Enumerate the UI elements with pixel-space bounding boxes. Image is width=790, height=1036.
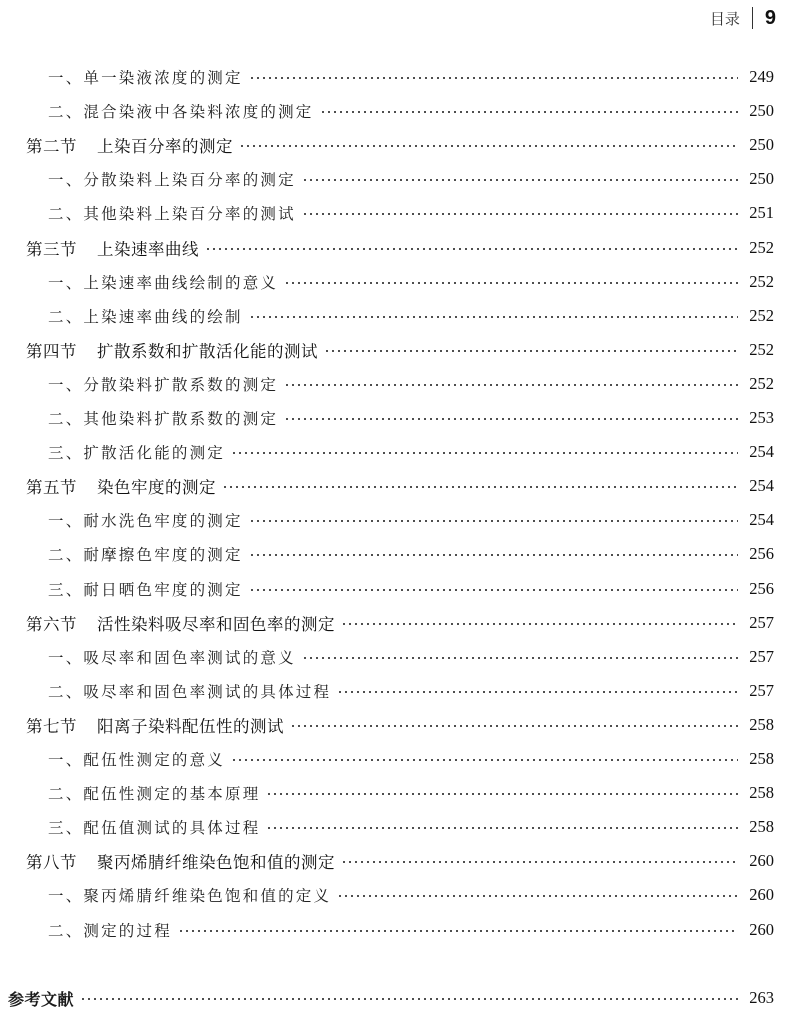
toc-entry-subsection[interactable] xyxy=(48,96,774,126)
toc-page-number: 260 xyxy=(749,919,774,939)
dot-leader xyxy=(266,820,738,834)
dot-leader xyxy=(341,854,738,868)
toc-page-number: 252 xyxy=(749,271,774,291)
toc-entry-label: 二、上染速率曲线的绘制 xyxy=(48,307,243,326)
section-title: 上染速率曲线 xyxy=(97,239,199,259)
dot-leader xyxy=(320,104,738,118)
toc-entry-subsection[interactable] xyxy=(48,539,774,569)
toc-entry-subsection[interactable] xyxy=(48,164,774,194)
toc-page-number: 257 xyxy=(749,612,774,632)
toc-entry-subsection[interactable] xyxy=(48,880,774,910)
toc-page-number: 254 xyxy=(749,442,774,462)
section-number: 第五节 xyxy=(26,478,77,498)
dot-leader xyxy=(337,684,738,698)
toc-entry-label: 二、其他染料扩散系数的测定 xyxy=(48,410,279,428)
toc-page-number: 258 xyxy=(749,749,774,768)
dot-leader xyxy=(290,718,738,732)
toc-page-number: 252 xyxy=(749,339,774,359)
toc-page-number: 260 xyxy=(749,885,774,905)
toc-page-number: 257 xyxy=(749,680,774,700)
dot-leader xyxy=(302,650,738,664)
toc-entry-label: 二、配伍性测定的基本原理 xyxy=(48,785,261,804)
toc-entry-section[interactable] xyxy=(26,846,774,876)
toc-page-number: 260 xyxy=(749,851,774,871)
toc-page-number: 254 xyxy=(749,510,774,530)
toc-entry-label xyxy=(26,849,335,873)
toc-page-number: 253 xyxy=(749,408,774,427)
dot-leader xyxy=(205,241,738,255)
dot-leader xyxy=(249,582,738,596)
dot-leader xyxy=(249,513,738,527)
toc-entry-subsection[interactable] xyxy=(48,574,774,604)
toc-page-number: 258 xyxy=(749,714,774,734)
dot-leader xyxy=(231,752,738,766)
dot-leader xyxy=(284,275,738,289)
section-number: 第八节 xyxy=(26,853,77,873)
toc-entry-section[interactable] xyxy=(26,130,774,160)
toc-entry-label: 一、分散染料上染百分率的测定 xyxy=(48,171,296,190)
toc-entry-subsection[interactable] xyxy=(48,744,774,774)
section-number: 第六节 xyxy=(26,614,77,634)
toc-entry-label: 一、聚丙烯腈纤维染色饱和值的定义 xyxy=(48,887,332,906)
toc-entry-label: 二、耐摩擦色牢度的测定 xyxy=(48,546,243,565)
toc-entry-subsection[interactable] xyxy=(48,369,774,399)
dot-leader xyxy=(239,138,738,152)
toc-page-number: 250 xyxy=(749,101,774,121)
dot-leader xyxy=(337,888,738,902)
toc-entry-section[interactable] xyxy=(26,335,774,365)
toc-entry-subsection[interactable] xyxy=(48,403,774,433)
toc-entry-label: 三、扩散活化能的测定 xyxy=(48,444,226,463)
toc-page-number: 257 xyxy=(749,646,774,666)
toc-entry-subsection[interactable] xyxy=(48,642,774,672)
toc-entry-label: 二、测定的过程 xyxy=(48,921,172,940)
toc-page-number: 250 xyxy=(749,169,774,189)
dot-leader xyxy=(249,547,738,561)
toc-entry-label xyxy=(26,611,335,635)
toc-entry-subsection[interactable] xyxy=(48,505,774,535)
section-title: 活性染料吸尽率和固色率的测定 xyxy=(97,614,335,634)
toc-page-number: 251 xyxy=(749,203,774,223)
section-number: 第三节 xyxy=(26,239,77,259)
toc-page-number: 250 xyxy=(749,135,774,155)
dot-leader xyxy=(284,377,738,391)
dot-leader xyxy=(302,206,738,220)
toc-entry-label: 一、配伍性测定的意义 xyxy=(48,751,226,769)
toc-entry-label: 一、单一染液浓度的测定 xyxy=(48,69,243,87)
toc-entry-label xyxy=(26,133,233,157)
running-header xyxy=(710,4,776,32)
toc-page-number: 256 xyxy=(749,544,774,564)
toc-page-number: 258 xyxy=(749,817,774,837)
toc-entry-label: 一、耐水洗色牢度的测定 xyxy=(48,512,243,531)
toc-entry-label: 二、混合染液中各染料浓度的测定 xyxy=(48,103,314,122)
toc-entry-label xyxy=(26,474,216,498)
references-label: 参考文献 xyxy=(8,989,75,1009)
toc-entry-subsection[interactable] xyxy=(48,676,774,706)
toc-entry-label xyxy=(26,338,318,362)
toc-page-number: 252 xyxy=(749,373,774,393)
dot-leader xyxy=(284,411,738,425)
section-title: 聚丙烯腈纤维染色饱和值的测定 xyxy=(97,853,335,873)
toc-entry-label: 三、配伍值测试的具体过程 xyxy=(48,819,261,838)
dot-leader xyxy=(231,445,738,459)
toc-page-number: 258 xyxy=(749,783,774,803)
toc-entry-section[interactable] xyxy=(26,233,774,263)
toc-entry-label xyxy=(26,713,284,737)
toc-entry-subsection[interactable] xyxy=(48,778,774,808)
toc-entry-section[interactable] xyxy=(26,710,774,740)
dot-leader xyxy=(249,309,738,323)
toc-page-number: 254 xyxy=(749,476,774,496)
dot-leader xyxy=(302,172,738,186)
dot-leader xyxy=(324,343,738,357)
toc-entry-subsection[interactable] xyxy=(48,267,774,297)
section-title: 阳离子染料配伍性的测试 xyxy=(97,716,284,736)
section-title: 扩散系数和扩散活化能的测试 xyxy=(97,341,318,361)
toc-entry-label xyxy=(26,236,199,260)
toc-entry-section[interactable] xyxy=(26,608,774,638)
dot-leader xyxy=(222,479,738,493)
dot-leader xyxy=(249,70,738,84)
toc-entry-subsection[interactable] xyxy=(48,915,774,945)
dot-leader xyxy=(266,786,738,800)
toc-entry-subsection[interactable] xyxy=(48,301,774,331)
toc-entry-label: 一、分散染料扩散系数的测定 xyxy=(48,375,279,394)
toc-entry-label: 二、其他染料上染百分率的测试 xyxy=(48,205,296,224)
dot-leader xyxy=(341,616,738,630)
toc-entry-section[interactable] xyxy=(26,471,774,501)
section-number: 第七节 xyxy=(26,716,77,736)
toc-entry-subsection[interactable] xyxy=(48,62,774,92)
header-divider xyxy=(752,7,753,29)
references-page-number: 263 xyxy=(749,988,774,1007)
section-title: 染色牢度的测定 xyxy=(97,478,216,498)
toc-entry-label: 三、耐日晒色牢度的测定 xyxy=(48,580,243,599)
toc-page-number: 256 xyxy=(749,578,774,598)
toc-entry-subsection[interactable] xyxy=(48,812,774,842)
toc-entry-subsection[interactable] xyxy=(48,198,774,228)
toc-entry-subsection[interactable] xyxy=(48,437,774,467)
toc-page-number: 252 xyxy=(749,305,774,325)
dot-leader xyxy=(80,991,738,1005)
toc-entry-label: 一、上染速率曲线绘制的意义 xyxy=(48,273,279,292)
toc-page-number: 252 xyxy=(749,237,774,257)
toc-entry-label: 二、吸尽率和固色率测试的具体过程 xyxy=(48,682,332,701)
dot-leader xyxy=(178,923,738,937)
section-number: 第四节 xyxy=(26,341,77,361)
header-title: 目录 xyxy=(709,9,740,28)
section-title: 上染百分率的测定 xyxy=(97,137,233,157)
section-number: 第二节 xyxy=(26,137,77,157)
header-page-number: 9 xyxy=(764,6,776,29)
toc-entry-label: 一、吸尽率和固色率测试的意义 xyxy=(48,648,296,667)
toc-entry-references[interactable] xyxy=(8,983,774,1013)
toc-page-number: 249 xyxy=(749,67,774,86)
